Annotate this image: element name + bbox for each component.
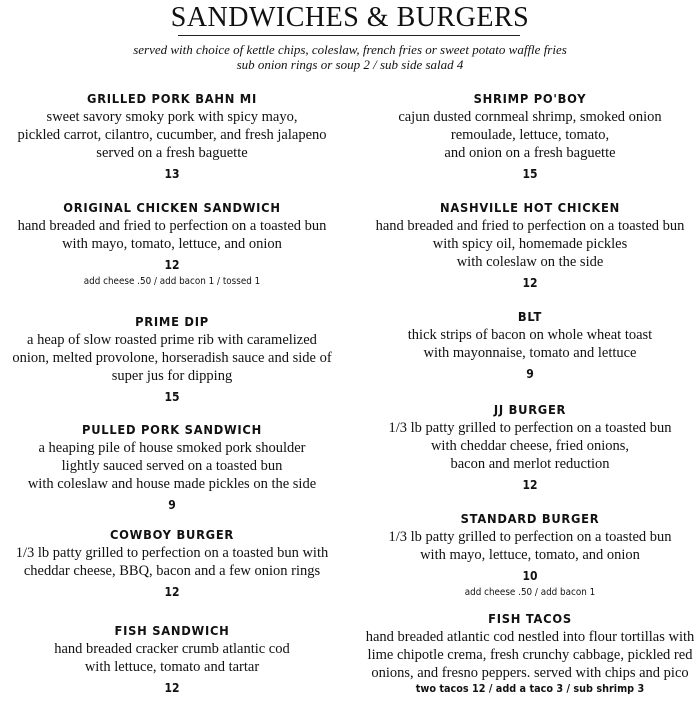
description-line: pickled carrot, cilantro, cucumber, and fresh jalapeno: [17, 127, 327, 143]
menu-item-jj-burger: [360, 401, 700, 493]
description-line: a heaping pile of house smoked pork shoulder: [38, 440, 306, 456]
menu-item-blt: [360, 308, 700, 382]
description-line: onion, melted provolone, horseradish sauce and side of: [12, 350, 332, 366]
description-line: lightly sauced served on a toasted bun: [61, 458, 283, 474]
item-name: FISH SANDWICH: [114, 623, 230, 638]
item-name: COWBOY BURGER: [109, 527, 235, 542]
item-description: [360, 419, 700, 473]
item-name: NASHVILLE HOT CHICKEN: [439, 200, 621, 215]
item-name: STANDARD BURGER: [460, 511, 600, 526]
item-price: 12: [522, 478, 538, 492]
menu-item-cowboy-burger: [2, 526, 342, 600]
item-description: [2, 439, 342, 493]
description-line: and onion on a fresh baguette: [444, 145, 616, 161]
item-price: 9: [168, 498, 176, 512]
description-line: bacon and merlot reduction: [450, 456, 610, 472]
description-line: 1/3 lb patty grilled to perfection on a toasted bun: [388, 529, 672, 545]
item-name: GRILLED PORK BAHN MI: [87, 91, 257, 106]
subtitle-line: sub onion rings or soup 2 / sub side salad 4: [236, 57, 464, 72]
item-name: SHRIMP PO'BOY: [473, 91, 587, 106]
item-name: JJ BURGER: [493, 402, 567, 417]
item-price: 15: [522, 167, 538, 181]
menu-item-original-chicken-sandwich: [2, 199, 342, 289]
item-description: [2, 544, 342, 580]
description-line: 1/3 lb patty grilled to perfection on a toasted bun with: [15, 545, 329, 561]
menu-item-fish-sandwich: [2, 622, 342, 696]
description-line: hand breaded cracker crumb atlantic cod: [54, 641, 290, 657]
item-description: [360, 326, 700, 362]
description-line: with mayo, tomato, lettuce, and onion: [62, 236, 282, 252]
item-price: 12: [164, 681, 180, 695]
item-description: [360, 108, 700, 162]
description-line: with cheddar cheese, fried onions,: [430, 438, 630, 454]
item-description: [360, 528, 700, 564]
description-line: super jus for dipping: [111, 368, 233, 384]
title-underline: [178, 35, 520, 36]
item-addons: two tacos 12 / add a taco 3 / sub shrimp 3: [415, 682, 645, 695]
item-price: 12: [522, 276, 538, 290]
item-name: PRIME DIP: [135, 314, 209, 329]
item-name: BLT: [517, 309, 543, 324]
description-line: cajun dusted cornmeal shrimp, smoked onion: [398, 109, 662, 125]
description-line: a heap of slow roasted prime rib with caramelized: [27, 332, 317, 348]
item-description: [360, 628, 700, 682]
description-line: hand breaded atlantic cod nestled into flour tortillas with: [365, 629, 695, 645]
item-description: [2, 217, 342, 253]
subtitle-line: served with choice of kettle chips, coleslaw, french fries or sweet potato waffle fries: [133, 42, 567, 57]
description-line: with lettuce, tomato and tartar: [84, 659, 260, 675]
item-name: ORIGINAL CHICKEN SANDWICH: [63, 200, 281, 215]
description-line: hand breaded and fried to perfection on a toasted bun: [17, 218, 327, 234]
description-line: remoulade, lettuce, tomato,: [450, 127, 610, 143]
item-addons: add cheese .50 / add bacon 1 / tossed 1: [83, 276, 261, 287]
menu-item-grilled-pork-bahn-mi: [2, 90, 342, 182]
description-line: 1/3 lb patty grilled to perfection on a toasted bun: [388, 420, 672, 436]
description-line: cheddar cheese, BBQ, bacon and a few onion rings: [23, 563, 321, 579]
description-line: thick strips of bacon on whole wheat toast: [407, 327, 653, 343]
item-description: [2, 108, 342, 162]
item-description: [2, 331, 342, 385]
item-addons: add cheese .50 / add bacon 1: [464, 587, 596, 598]
menu-item-shrimp-po-boy: [360, 90, 700, 182]
item-name: PULLED PORK SANDWICH: [82, 422, 262, 437]
description-line: with mayo, lettuce, tomato, and onion: [420, 547, 640, 563]
description-line: with mayonnaise, tomato and lettuce: [423, 345, 637, 361]
description-line: lime chipotle crema, fresh crunchy cabbage, pickled red: [367, 647, 693, 663]
description-line: onions, and fresno peppers. served with chips and pico: [371, 665, 689, 681]
description-line: served on a fresh baguette: [96, 145, 248, 161]
description-line: with coleslaw on the side: [456, 254, 604, 270]
item-name: FISH TACOS: [488, 611, 572, 626]
item-price: 13: [164, 167, 180, 181]
item-price: 10: [522, 569, 538, 583]
item-price: 15: [164, 390, 180, 404]
menu-item-standard-burger: [360, 510, 700, 600]
menu-item-fish-tacos: [360, 610, 700, 696]
item-price: 12: [164, 585, 180, 599]
menu-item-pulled-pork-sandwich: [2, 421, 342, 513]
description-line: hand breaded and fried to perfection on a toasted bun: [375, 218, 685, 234]
menu-item-nashville-hot-chicken: [360, 199, 700, 291]
item-price: 9: [526, 367, 534, 381]
item-description: [360, 217, 700, 271]
description-line: with coleslaw and house made pickles on the side: [27, 476, 317, 492]
description-line: with spicy oil, homemade pickles: [432, 236, 628, 252]
item-price: 12: [164, 258, 180, 272]
description-line: sweet savory smoky pork with spicy mayo,: [46, 109, 298, 125]
item-description: [2, 640, 342, 676]
menu-item-prime-dip: [2, 313, 342, 405]
menu-subtitle: [0, 42, 700, 72]
menu-title: SANDWICHES & BURGERS: [170, 2, 530, 33]
